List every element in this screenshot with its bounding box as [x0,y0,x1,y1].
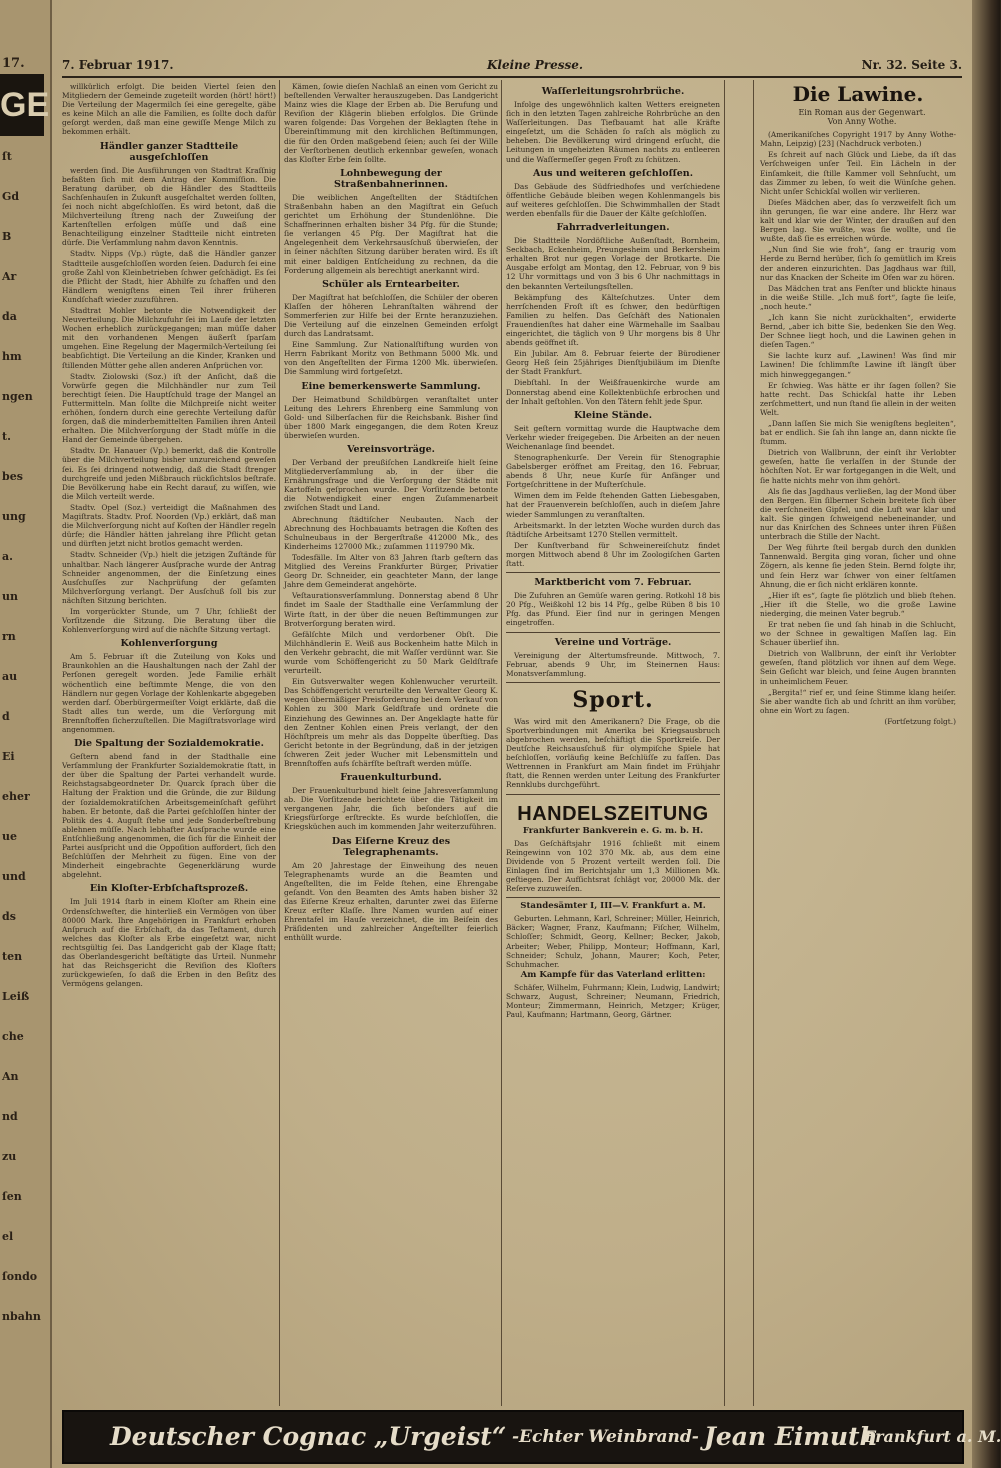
strip-letter-fragment: ſt [2,150,12,163]
strip-letter-fragment: ue [2,830,17,843]
article-paragraph: Stadtv. Nipps (Vp.) rügte, daß die Händler ganzer Stadtteile ausgeſchloſſen worden ſeien. Dadurch ſei eine große Zahl von Kleinbetrieben ſchwer geſchädigt. Es ſei die Pflicht der Stadt, hier Abhilfe zu ſchaffen und den Händlern wenigſtens einen Teil ihrer früheren Kundſchaft wieder zuzuführen. [62,249,276,304]
article-heading: Händler ganzer Stadtteile ausgeſchloſſen [99,140,239,163]
article-paragraph: Stadtv. Dr. Hanauer (Vp.) bemerkt, daß die Kontrolle über die Milchverteilung bisher unzureichend geweſen ſei. Es ſei dringend notwendig, daß die Stadt ſtrenger durchgreife und jeden Mißbrauch rückſichtslos beſtrafe. Die Bevölkerung habe ein Recht darauf, zu wiſſen, wie die Milch verteilt werde. [62,446,276,501]
novel-paragraph: „Bergita!“ rief er, und ſeine Stimme klang heiſer. Sie aber wandte ſich ab und ſchritt an ihm vorüber, ohne ein Wort zu ſagen. [760,687,956,715]
strip-letter-fragment: ung [2,510,26,523]
article-heading: Waſſerleitungsrohrbrüche. [541,86,685,97]
article-heading: Kleine Stände. [573,409,653,421]
article-paragraph: Ein Jubilar. Am 8. Februar feierte der Bürodiener Georg Heß ſein 25jähriges Dienſtjubiläum im Dienſte der Stadt Frankfurt. [506,349,720,377]
novel-paragraph: Der Weg führte ſteil bergab durch den dunklen Tannenwald. Bergita ging voran, ſicher und ohne Zögern, als kenne ſie jeden Stein. Bernd folgte ihr, und ſein Herz war ſchwer von einer ſeltſamen Ahnung, die er ſich nicht erklären konnte. [760,543,956,589]
strip-letter-fragment: d [2,710,10,723]
article-heading: Aus und weiteren geſchloſſen. [532,167,694,179]
strip-letter-fragment: ſondo [2,1270,38,1283]
novel-paragraph: Dietrich von Wallbrunn, der einſt ihr Verlobter geweſen, hatte ſie verlaſſen in der Stunde der höchſten Not. Er war fortgegangen in die Welt, und ſie hatte nichts mehr von ihm gehört. [760,448,956,485]
article-column-3 [506,82,720,1406]
novel-paragraph: Es ſchreit auf nach Glück und Liebe, da iſt das Verſchweigen unſer Teil. Ein Lächeln in der Einſamkeit, die ſtille Kammer voll Sehnſucht, um das Zimmer zu leben, ſo weit die Wünſche gehen. Nicht unſer Schickſal wollen wir verlieren. [760,150,956,196]
strip-letter-fragment: Leiß [2,990,30,1003]
article-paragraph: Abrechnung ſtädtiſcher Neubauten. Nach der Abrechnung des Hochbauamts betragen die Koſten des Schulneubaus in der Bergerſtraße 412000 Mk., des Kinderheims 127000 Mk.; zuſammen 1119790 Mk. [284,514,498,551]
article-column-1 [62,82,276,1406]
strip-letter-fragment: ſen [2,1190,22,1203]
article-paragraph: Im Juli 1914 ſtarb in einem Kloſter am Rhein eine Ordensſchweſter, die hinterließ ein Vermögen von über 80000 Mark. Ihre Angehörigen in Frankfurt erhoben Anſpruch auf die Erbſchaft, da das Teſtament, durch welches das Kloſter als Erbe eingeſetzt war, nicht rechtsgültig ſei. Das Landgericht gab der Klage ſtatt; das Oberlandesgericht beſtätigte das Urteil. Nunmehr hat das Reichsgericht die Reviſion des Kloſters zurückgewieſen, ſo daß die Erben in den Beſitz des Vermögens gelangen. [62,897,276,989]
article-paragraph: Wimen dem im Felde ſtehenden Gatten Liebesgaben, hat der Frauenverein beſchloſſen, auch in dieſem Jahre wieder Sammlungen zu veranſtalten. [506,491,720,519]
column-divider [753,80,754,1406]
article-paragraph: Veſtaurationsverſammlung. Donnerstag abend 8 Uhr findet im Saale der Stadthalle eine Verſammlung der Wirte ſtatt, in der über die neuen Beſtimmungen zur Brotverſorgung beraten wird. [284,591,498,628]
article-paragraph: Im vorgerückter Stunde, um 7 Uhr, ſchließt der Vorſitzende die Sitzung. Die Beratung über die Kohlenverſorgung wird auf die nächſte Sitzung vertagt. [62,606,276,635]
cognac-advertisement [62,1410,1001,1464]
novel-paragraph: „Dann laſſen Sie mich Sie wenigſtens begleiten“, bat er endlich. Sie ſah ihn lange an, dann nickte ſie ſtumm. [760,419,956,447]
column-divider [501,80,502,1406]
strip-letter-fragment: ngen [2,390,33,403]
article-paragraph: Ein Gutsverwalter wegen Kohlenwucher verurteilt. Das Schöffengericht verurteilte den Verwalter Georg K. wegen übermäßiger Preisforderung bei dem Verkauf von Kohlen zu 300 Mark Geldſtrafe und ordnete die Einziehung des Gewinnes an. Der Angeklagte hatte für den Zentner Kohlen einen Preis verlangt, der den Höchſtpreis um mehr als das Doppelte überſtieg. Das Gericht betonte in der Begründung, daß in der jetzigen ſchweren Zeit jeder Wucher mit Lebensmitteln und Brennſtoffen aufs ſchärfſte beſtraft werden müſſe. [284,677,498,768]
article-paragraph: Todesfälle. Im Alter von 83 Jahren ſtarb geſtern das Mitglied des Vereins Frankfurter Bürger, Privatier Georg Dr. Schneider, ein geachteter Mann, der lange Jahre dem Gemeinderat angehörte. [284,552,498,590]
strip-letter-fragment: B [2,230,12,243]
sport-section-heading: Sport. [572,686,654,713]
strip-letter-fragment: a. [2,550,13,563]
article-heading: Frauenkulturbund. [340,772,442,784]
column-divider [724,80,725,1406]
article-heading: Das Eiſerne Kreuz des Telegraphenamts. [331,835,451,858]
article-paragraph: Stadtv. Opel (Soz.) verteidigt die Maßnahmen des Magiſtrats. Stadtv. Prof. Noorden (Vp.) erklärt, daß man die Milchverſorgung nicht auf Koſten der Händler regeln dürfe; die Händler hätten jahrelang ihre Pflicht getan und dürften jetzt nicht brotlos gemacht werden. [62,502,276,549]
strip-letter-fragment: hm [2,350,22,363]
novel-paragraph: Als ſie das Jagdhaus verließen, lag der Mond über den Bergen. Ein ſilberner Schein breitete ſich über die verſchneiten Gipfel, und die Luft war klar und kalt. Sie gingen ſchweigend nebeneinander, und nur das Knirſchen des Schnees unter ihren Füßen unterbrach die Stille der Nacht. [760,486,956,542]
strip-letter-fragment: rn [2,630,16,643]
section-rule [506,632,720,633]
article-paragraph: Arbeitsmarkt. In der letzten Woche wurden durch das ſtädtiſche Arbeitsamt 1270 Stellen vermittelt. [506,520,720,539]
section-rule [506,682,720,683]
article-paragraph: Was wird mit den Amerikanern? Die Frage, ob die Sportverbindungen mit Amerika bei Kriegsausbruch abgebrochen werden, beſchäftigt die Sportkreiſe. Der Deutſche Reichsausſchuß für olympiſche Spiele hat beſchloſſen, vorläufig keine Beſchlüſſe zu faſſen. Das Wettrennen in Frankfurt am Main findet im Frühjahr ſtatt, die Rennen werden unter Leitung des Frankfurter Rennklubs durchgeführt. [506,716,720,790]
article-paragraph: Am 5. Februar iſt die Zuteilung von Koks und Braunkohlen an die Haushaltungen nach der Zahl der Perſonen geregelt worden. Jede Familie erhält wöchentlich eine beſtimmte Menge, die von den Händlern nur gegen Vorlage der Kohlenkarte abgegeben werden darf. Oberbürgermeiſter Voigt erklärte, daß die Stadt alles tun werde, um die Verſorgung mit Brennſtoffen ſicherzuſtellen. Die Magiſtratsvorlage wird angenommen. [62,652,276,734]
article-paragraph: Die Zufuhren an Gemüſe waren gering. Rotkohl 18 bis 20 Pfg., Weißkohl 12 bis 14 Pfg., gelbe Rüben 8 bis 10 Pfg. das Pfund. Eier ſind nur in geringen Mengen eingetroffen. [506,591,720,628]
novel-title: Die Lawine. [792,82,924,106]
article-paragraph: Der Magiſtrat hat beſchloſſen, die Schüler der oberen Klaſſen der höheren Lehranſtalten während der Sommerferien zur Hilfe bei der Ernte heranzuziehen. Die Verteilung auf die einzelnen Gemeinden erfolgt durch das Landratsamt. [284,292,498,339]
ad-location: Frankfurt a. M. [864,1427,1001,1446]
strip-letter-fragment: nd [2,1110,18,1123]
article-paragraph: Die Stadtteile Nordöſtliche Außenſtadt, Bornheim, Seckbach, Eckenheim, Preungesheim und Berkersheim erhalten Brot nur gegen Vorlage der Brotkarte. Die Ausgabe erfolgt am Montag, den 12. Februar, von 9 bis 12 Uhr vormittags und von 3 bis 6 Uhr nachmittags in den bekannten Verteilungsſtellen. [506,236,720,291]
header-paper-name: Kleine Presse. [487,58,584,72]
business-section-heading: HANDELSZEITUNG [517,802,709,825]
novel-paragraph: Er trat neben ſie und ſah hinab in die Schlucht, wo der Schnee in gewaltigen Maſſen lag. Ein Schauer überlief ihn. [760,619,956,648]
article-heading: Lohnbewegung der Straßenbahnerinnen. [334,167,448,190]
strip-letter-fragment: An [2,1070,19,1083]
article-paragraph: willkürlich erfolgt. Die beiden Viertel ſeien den Mitgliedern der Gemeinde zugeteilt worden (hört! hört!) Die Verteilung der Magermilch ſei eine geregelte, gäbe es keine Milch an alle die Familien, es ſollte doch dafür geſorgt werden, daß man eine gewiſſe Menge Milch zu bekommen erhält. [62,82,276,137]
strip-letter-fragment: da [2,310,17,323]
article-heading: Ein Kloſter-Erbſchaftsprozeß. [89,883,249,895]
article-paragraph: Kämen, ſowie dieſen Nachlaß an einen vom Gericht zu beſtellenden Verwalter herauszugeben. Das Landgericht Mainz wies die Klage der Erben ab. Die Berufung und Reviſion der Klägerin blieben erfolglos. Die Gründe waren folgende: Das Vorgehen der Beklagten ſtehe in Übereinſtimmung mit den kirchlichen Beſtimmungen, die für den Orden maßgebend ſeien; auch ſei der Wille der Verſtorbenen deutlich erkennbar geweſen, wonach das Kloſter Erbe ſein ſollte. [284,82,498,164]
continued-note: (Fortſetzung folgt.) [884,716,956,726]
article-paragraph: Diebſtahl. In der Weißfrauenkirche wurde am Donnerstag abend eine Kollektenbüchſe erbrochen und der Inhalt geſtohlen. Von den Tätern fehlt jede Spur. [506,378,720,406]
registry-heading: Standesämter I, III—V. Frankfurt a. M. [520,901,706,912]
strip-letter-fragment: el [2,1230,14,1243]
article-paragraph: Das Gebäude des Südfriedhofes und verſchiedene öffentliche Gebäude bleiben wegen Kohlenmangels bis auf weiteres geſchloſſen. Die Schwimmhallen der Stadt werden ebenfalls für die Dauer der Kälte geſchloſſen. [506,181,720,218]
novel-paragraph: Er ſchwieg. Was hätte er ihr ſagen ſollen? Sie hatte recht. Das Schickſal hatte ihr Leben zerſchmettert, und nun ſtand ſie allein in der weiten Welt. [760,380,956,417]
previous-page-strip [0,0,52,1468]
section-rule [506,897,720,898]
article-paragraph: Infolge des ungewöhnlich kalten Wetters ereigneten ſich in den letzten Tagen zahlreiche Rohrbrüche an den Waſſerleitungen. Das Tiefbauamt hat alle Kräfte eingeſetzt, um die Schäden ſo raſch als möglich zu beheben. Die Bevölkerung wird dringend erſucht, die Leitungen in ungeheizten Räumen nachts zu entleeren und die Waſſermeſſer gegen Froſt zu ſchützen. [506,100,720,164]
strip-letter-fragment: zu [2,1150,17,1163]
article-paragraph: Eine Sammlung. Zur Nationalſtiftung wurden von Herrn Fabrikant Moritz von Bethmann 5000 Mk. und von den Angeſtellten der Firma 1200 Mk. überwieſen. Die Sammlung wird fortgeſetzt. [284,340,498,377]
article-paragraph: Gefälſchte Milch und verdorbener Obſt. Die Milchhändlerin E. Weiß aus Bockenheim hatte Milch in den Verkehr gebracht, die mit Waſſer verdünnt war. Sie wurde vom Schöffengericht zu 50 Mark Geldſtrafe verurteilt. [284,629,498,676]
article-paragraph: Stadtv. Ziolowski (Soz.) iſt der Anſicht, daß die Vorwürfe gegen die Milchhändler nur zum Teil berechtigt ſeien. Die Hauptſchuld trage der Mangel an Futtermitteln. Man ſollte die Milchpreiſe nicht weiter erhöhen, ſondern durch eine gerechte Verteilung dafür ſorgen, daß die minderbemittelten Familien ihren Anteil erhalten. Die Milchverſorgung der Stadt müſſe in die Hand der Gemeinde übergehen. [62,371,276,445]
article-paragraph: Geſtern abend fand in der Stadthalle eine Verſammlung der Frankfurter Sozialdemokratie ſtatt, in der über die Spaltung der Partei verhandelt wurde. Reichstagsabgeordneter Dr. Quarck ſprach über die Haltung der Fraktion und die Gründe, die zur Bildung der ſozialdemokratiſchen Arbeitsgemeinſchaft geführt haben. Er betonte, daß die Partei geſchloſſen hinter der Politik des 4. Auguſt ſtehe und jede Sonderbeſtrebung ablehnen müſſe. Nach lebhafter Ausſprache wurde eine Entſchließung angenommen, die ſich für die Einheit der Partei ausſpricht und die Oppoſition auffordert, ſich den Beſchlüſſen der Mehrheit zu fügen. Eine von der Minderheit eingebrachte Gegenerklärung wurde abgelehnt. [62,752,276,880]
novel-paragraph: Dieſes Mädchen aber, das ſo verzweifelt ſich um ihn gerungen, ſie war eine andere. Ihr Herz war kalt und klar wie der Winter, der draußen auf den Bergen lag. Sie wußte, was ſie wollte, und ſie wußte, daß ſie es erreichen würde. [760,197,956,244]
article-paragraph: Das Geſchäftsjahr 1916 ſchließt mit einem Reingewinn von 102 370 Mk. ab, aus dem eine Dividende von 5 Prozent verteilt werden ſoll. Die Einlagen ſind im Berichtsjahr um 1,3 Millionen Mk. geſtiegen. Der Aufſichtsrat ſchlägt vor, 20000 Mk. der Reſerve zuzuweiſen. [506,838,720,894]
novel-paragraph: Das Mädchen trat ans Fenſter und blickte hinaus in die weiße Stille. „Ich muß fort“, ſagte ſie leiſe, „noch heute.“ [760,283,956,311]
strip-letter-fragment: Gd [2,190,20,203]
novel-subtitle: Ein Roman aus der Gegenwart. [798,108,926,117]
page-edge-shadow [972,0,1000,1468]
header-date: 7. Februar 1917. [62,58,174,72]
article-column-2 [284,82,498,1406]
article-paragraph: Der Kunſtverband für Schweinereiſchutz findet morgen Mittwoch abend 8 Uhr im Zoologiſchen Garten ſtatt. [506,540,720,569]
strip-letter-fragment: nbahn [2,1310,41,1323]
novel-paragraph: Sie lachte kurz auf. „Lawinen! Was ſind mir Lawinen! Die ſchlimmſte Lawine iſt längſt über mich hinweggegangen.“ [760,351,956,379]
strip-letter-fragment: au [2,670,18,683]
serial-novel-column [760,82,956,1406]
ad-product-name: Deutscher Cognac [110,1422,367,1451]
column-divider [279,80,280,1406]
article-paragraph: Stadtrat Mohler betonte die Notwendigkeit der Neuverteilung. Die Milchzufuhr ſei im Laufe der letzten Wochen erheblich zurückgegangen; man müſſe daher mit den vorhandenen Mengen äußerſt ſparſam umgehen. Eine Regelung der Magermilch-Verteilung ſei beabſichtigt. Die Verteilung an die Kinder, Kranken und ſtillenden Mütter gehe allen anderen Anſprüchen vor. [62,305,276,370]
article-paragraph: werden ſind. Die Ausführungen von Stadtrat Kraſſnig befaßten ſich mit dem Antrag der Kommiſſion. Die Beratung darüber, ob die Händler des Stadtteils Sachſenhauſen in Zukunft ausgeſchaltet werden ſollten, ſei noch nicht abgeſchloſſen. Es wird betont, daß die Milchverteilung ſtreng nach der Zuweiſung der Kartenſtellen erfolgen müſſe und daß eine Benachteiligung einzelner Stadtteile nicht eintreten dürfe. Die Verſammlung nahm davon Kenntnis. [62,165,276,248]
article-heading: Vereine und Vorträge. [554,636,672,648]
article-heading: Am Kampfe für das Vaterland erlitten: [520,969,706,980]
ad-company-name: Jean Eimuth [704,1422,878,1451]
strip-letter-fragment: che [2,1030,24,1043]
novel-paragraph: „Hier iſt es“, ſagte ſie plötzlich und blieb ſtehen. „Hier iſt die Stelle, wo die große Lawine niederging, die meinen Vater begrub.“ [760,590,956,618]
header-issue-number: Nr. 32. Seite 3. [861,58,962,72]
article-heading: Frankfurter Bankverein e. G. m. b. H. [522,825,704,836]
copyright-note: (Amerikaniſches Copyright 1917 by Anny Wothe-Mahn, Leipzig) [23] (Nachdruck verboten.) [760,130,956,149]
article-paragraph: Der Verband der preußiſchen Landkreiſe hielt ſeine Mitgliederverſammlung ab, in der über die Ernährungsfrage und die Verſorgung der Städte mit Kartoffeln geſprochen wurde. Der Vorſitzende betonte die Notwendigkeit einer engen Zuſammenarbeit zwiſchen Stadt und Land. [284,458,498,513]
article-paragraph: Stenographenkurſe. Der Verein für Stenographie Gabelsberger eröffnet am Freitag, den 16. Februar, abends 8 Uhr, neue Kurſe für Anfänger und Fortgeſchrittene in der Muſterſchule. [506,453,720,490]
header-rule [62,76,962,78]
article-paragraph: Schäfer, Wilhelm, Fuhrmann; Klein, Ludwig, Landwirt; Schwarz, August, Schreiner; Neumann, Friedrich, Monteur; Zimmermann, Heinrich, Metzger; Krüger, Paul, Kaufmann; Hartmann, Georg, Gärtner. [506,982,720,1020]
novel-paragraph: „Ich kann Sie nicht zurückhalten“, erwiderte Bernd, „aber ich bitte Sie, bedenken Sie den Weg. Der Schnee liegt hoch, und die Lawinen gehen in dieſen Tagen.“ [760,312,956,350]
strip-letter-fragment: bes [2,470,23,483]
article-paragraph: Geburten. Lehmann, Karl, Schreiner; Müller, Heinrich, Bäcker; Wagner, Franz, Kaufmann; Fiſcher, Wilhelm, Schloſſer; Schmidt, Georg, Kellner; Becker, Jakob, Arbeiter; Weber, Philipp, Monteur; Hoffmann, Karl, Schneider; Schulz, Johann, Maurer; Koch, Peter, Schuhmacher. [506,914,720,969]
ad-tagline: -Echter Weinbrand- [512,1427,699,1447]
article-paragraph: Seit geſtern vormittag wurde die Hauptwache dem Verkehr wieder freigegeben. Die Arbeiten an der neuen Weichenanlage ſind beendet. [506,423,720,451]
article-heading: Eine bemerkenswerte Sammlung. [301,380,481,392]
strip-page-number: 17. [2,56,25,71]
strip-letter-fragment: un [2,590,18,603]
strip-letter-fragment: ten [2,950,23,963]
strip-letter-fragment: t. [2,430,11,443]
strip-letter-fragment: Ar [2,270,17,283]
section-rule [506,794,720,795]
novel-paragraph: „Nun ſind Sie wie froh“, ſang er traurig vom Herde zu Bernd herüber, ſich ſo gemütlich im Kreis der anderen einzurichten. Das Jagdhaus war ſtill, nur das Knacken der Scheite im Ofen war zu hören. [760,245,956,282]
article-heading: Fahrradverleitungen. [556,222,670,234]
strip-letter-fragment: Ei [2,750,15,763]
article-paragraph: Am 20 Jahrestage der Einweihung des neuen Telegraphenamts wurde an die Beamten und Angeſtellten, die im Felde ſtehen, eine Ehrengabe geſandt. Von den Beamten des Amts haben bisher 32 das Eiſerne Kreuz erhalten, darunter zwei das Eiſerne Kreuz erſter Klaſſe. Ihre Namen wurden auf einer Ehrentafel im Hauſe verzeichnet, die im Beiſein des Präſidenten und zahlreicher Angeſtellter feierlich enthüllt wurde. [284,860,498,943]
article-paragraph: Stadtv. Schneider (Vp.) hielt die jetzigen Zuſtände für unhaltbar. Nach längerer Ausſprache wurde der Antrag Schneider angenommen, der die Einſetzung eines Ausſchuſſes zur Nachprüfung der geſamten Milchverſorgung verlangt. Der Ausſchuß ſoll bis zur nächſten Sitzung berichten. [62,550,276,605]
novel-author: Von Anny Wothe. [827,117,897,127]
article-paragraph: Vereinigung der Altertumsfreunde. Mittwoch, 7. Februar, abends 9 Uhr, im Steinernen Haus: Monatsverſammlung. [506,650,720,678]
article-heading: Schüler als Erntearbeiter. [322,278,460,290]
strip-letter-fragment: und [2,870,26,883]
strip-heading-fragment: GE [0,74,44,136]
novel-paragraph: Dietrich von Wallbrunn, der einſt ihr Verlobter geweſen, ſtand plötzlich vor ihnen auf dem Wege. Sein Geſicht war bleich, und ſeine Augen brannten in unheimlichem Feuer. [760,649,956,686]
ad-brand-name: „Urgeist“ [374,1422,507,1451]
article-heading: Die Spaltung der Sozialdemokratie. [74,738,264,750]
article-paragraph: Der Heimatbund Schildbürgen veranſtaltet unter Leitung des Lehrers Ehrenberg eine Sammlung von Gold- und Silberſachen für die Reichsbank. Bisher ſind über 1800 Mark eingegangen, die dem Roten Kreuz überwieſen wurden. [284,394,498,440]
article-paragraph: Bekämpfung des Kälteſchutzes. Unter dem herrſchenden Froſt iſt es ſchwer, den bedürftigen Familien zu helfen. Das Geſchäft des Nationalen Frauendienſtes hat daher eine Wärmehalle im Saalbau eingerichtet, die täglich von 9 Uhr morgens bis 8 Uhr abends geöffnet iſt. [506,292,720,348]
strip-letter-fragment: eher [2,790,30,803]
market-report-heading: Marktbericht vom 7. Februar. [534,577,692,589]
article-heading: Vereinsvorträge. [347,444,435,455]
strip-letter-fragment: ds [2,910,16,923]
article-paragraph: Der Frauenkulturbund hielt ſeine Jahresverſammlung ab. Die Vorſitzende berichtete über die Tätigkeit im vergangenen Jahr, die ſich beſonders auf die Kriegsfürſorge erſtreckte. Es wurde beſchloſſen, die Kriegsküchen auch im kommenden Jahr weiterzuführen. [284,786,498,832]
article-paragraph: Die weiblichen Angeſtellten der Städtiſchen Straßenbahn haben an den Magiſtrat ein Geſuch gerichtet um Erhöhung der Stundenlöhne. Die Schaffnerinnen erhalten bisher 34 Pfg. für die Stunde; ſie verlangen 45 Pfg. Der Magiſtrat hat die Angelegenheit dem Verkehrsausſchuß überwieſen, der in ſeiner nächſten Sitzung darüber beraten wird. Es iſt mit einer baldigen Entſcheidung zu rechnen, da die Forderung allgemein als berechtigt anerkannt wird. [284,192,498,275]
page-header [62,58,962,76]
section-rule [506,572,720,573]
article-heading: Kohlenverſorgung [120,638,218,650]
